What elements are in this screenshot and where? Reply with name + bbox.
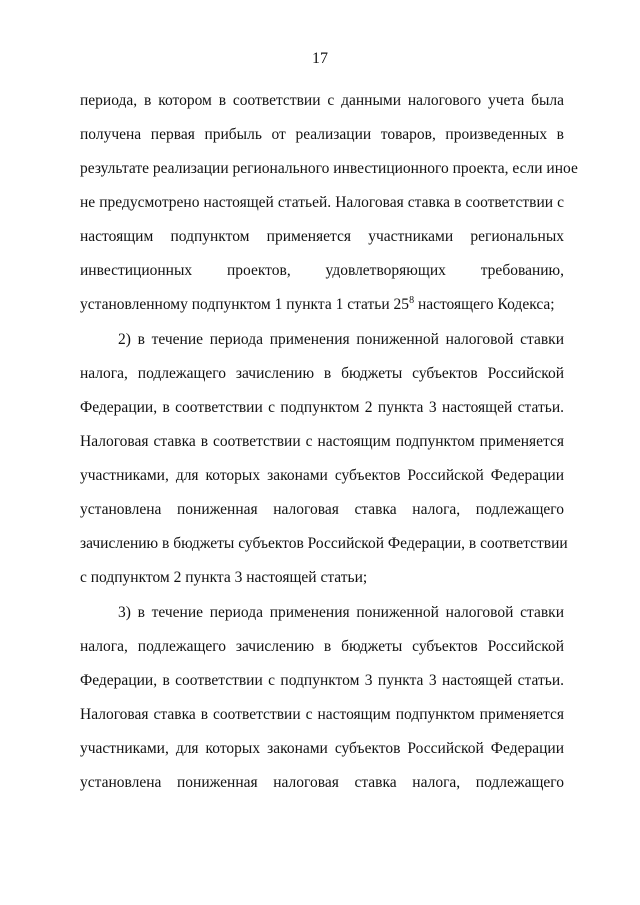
paragraph-3-line-6: установлена пониженная налоговая ставка налога, подлежащего	[80, 774, 564, 791]
paragraph-2-line-2: налога, подлежащего зачислению в бюджеты субъектов Российской	[80, 365, 564, 382]
paragraph-1-line-7-start: установленному подпунктом 1 пункта 1 статьи 25	[80, 296, 410, 313]
paragraph-3-line-5: участниками, для которых законами субъектов Российской Федерации	[80, 740, 564, 757]
paragraph-2-line-3: Федерации, в соответствии с подпунктом 2 пункта 3 настоящей статьи.	[80, 399, 564, 416]
paragraph-1-line-3: результате реализации регионального инвестиционного проекта, если иное	[80, 160, 578, 177]
paragraph-1-line-4: не предусмотрено настоящей статьей. Налоговая ставка в соответствии с	[80, 194, 564, 211]
paragraph-2-line-4: Налоговая ставка в соответствии с настоящим подпунктом применяется	[80, 433, 564, 450]
paragraph-3-line-2: налога, подлежащего зачислению в бюджеты субъектов Российской	[80, 638, 564, 655]
paragraph-1-line-6: инвестиционных проектов, удовлетворяющих требованию,	[80, 262, 564, 279]
paragraph-1-line-1: периода, в котором в соответствии с данными налогового учета была	[80, 92, 564, 109]
paragraph-1-line-7	[80, 296, 564, 314]
paragraph-2-line-6: установлена пониженная налоговая ставка налога, подлежащего	[80, 501, 564, 518]
paragraph-2-line-8: с подпунктом 2 пункта 3 настоящей статьи;	[80, 569, 368, 586]
paragraph-3-line-3: Федерации, в соответствии с подпунктом 3 пункта 3 настоящей статьи.	[80, 672, 564, 689]
paragraph-3-line-4: Налоговая ставка в соответствии с настоящим подпунктом применяется	[80, 706, 564, 723]
paragraph-1-line-7-end: настоящего Кодекса;	[414, 296, 555, 313]
page-number: 17	[312, 50, 328, 67]
paragraph-1-line-2: получена первая прибыль от реализации товаров, произведенных в	[80, 126, 564, 143]
paragraph-3-line-1: 3) в течение периода применения пониженной налоговой ставки	[118, 604, 564, 621]
paragraph-1-line-5: настоящим подпунктом применяется участниками региональных	[80, 228, 564, 245]
superscript-article-number: 8	[409, 294, 415, 306]
paragraph-2-line-7: зачислению в бюджеты субъектов Российской Федерации, в соответствии	[80, 535, 568, 552]
paragraph-2-line-5: участниками, для которых законами субъектов Российской Федерации	[80, 467, 564, 484]
paragraph-2-line-1: 2) в течение периода применения пониженной налоговой ставки	[118, 331, 564, 348]
